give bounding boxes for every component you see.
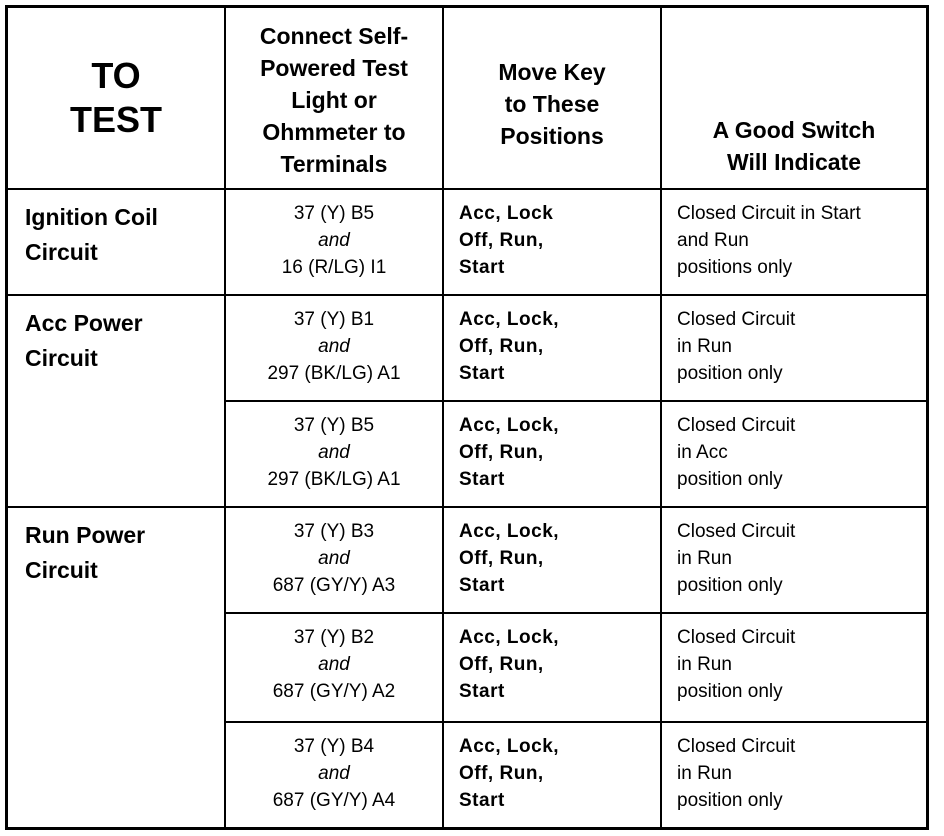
indication-line: Closed Circuit (677, 521, 796, 542)
terminal-and: and (318, 548, 350, 569)
terminal-a: 37 (Y) B1 (293, 309, 375, 330)
header-indicate-line: Will Indicate (727, 149, 861, 175)
positions-cell (444, 296, 662, 402)
header-move-key-line: Move Key (498, 59, 606, 85)
terminals-cell (226, 190, 444, 296)
indication-line: Closed Circuit (677, 627, 796, 648)
header-move-key-line: to These (504, 91, 600, 117)
terminal-b: 687 (GY/Y) A2 (272, 681, 396, 702)
switch-test-table (5, 5, 929, 830)
indication-line: Closed Circuit (677, 415, 796, 436)
position-line: Off, Run, (459, 654, 544, 675)
header-to-test-line: TEST (69, 99, 162, 140)
terminal-b: 297 (BK/LG) A1 (267, 363, 401, 384)
position-line: Acc, Lock, (459, 627, 560, 648)
indication-line: position only (677, 363, 783, 384)
terminal-and: and (318, 763, 350, 784)
terminal-b: 16 (R/LG) I1 (281, 257, 387, 278)
position-line: Acc, Lock, (459, 309, 560, 330)
position-line: Start (459, 681, 505, 702)
indication-line: position only (677, 575, 783, 596)
position-line: Start (459, 469, 505, 490)
position-line: Start (459, 790, 505, 811)
indication-cell (662, 508, 926, 614)
group-label-line: Ignition Coil (25, 204, 158, 230)
indication-cell (662, 402, 926, 508)
position-line: Off, Run, (459, 763, 544, 784)
terminal-and: and (318, 230, 350, 251)
positions-cell (444, 402, 662, 508)
terminal-a: 37 (Y) B5 (293, 415, 375, 436)
position-line: Off, Run, (459, 442, 544, 463)
terminals-cell (226, 723, 444, 827)
position-line: Start (459, 575, 505, 596)
terminals-cell (226, 296, 444, 402)
position-line: Acc, Lock, (459, 521, 560, 542)
group-label-line: Acc Power (25, 310, 143, 336)
terminal-and: and (318, 442, 350, 463)
header-connect-line: Powered Test (260, 55, 408, 81)
header-connect-line: Terminals (280, 151, 388, 177)
positions-cell (444, 723, 662, 827)
group-label-line: Circuit (25, 239, 98, 265)
indication-line: Closed Circuit in Start (677, 203, 861, 224)
header-connect-line: Light or (291, 87, 377, 113)
group-label-ignition-coil (8, 190, 226, 296)
terminals-cell (226, 402, 444, 508)
group-label-line: Circuit (25, 557, 98, 583)
positions-cell (444, 614, 662, 723)
position-line: Acc, Lock, (459, 415, 560, 436)
indication-line: position only (677, 790, 783, 811)
header-to-test-line: TO (91, 55, 141, 96)
indication-cell (662, 614, 926, 723)
header-connect-line: Connect Self- (259, 23, 409, 49)
indication-line: and Run (677, 230, 749, 251)
position-line: Acc, Lock (459, 203, 554, 224)
indication-line: Closed Circuit (677, 736, 796, 757)
indication-line: position only (677, 681, 783, 702)
group-label-run-power (8, 508, 226, 827)
terminals-cell (226, 614, 444, 723)
terminal-a: 37 (Y) B3 (293, 521, 375, 542)
position-line: Start (459, 257, 505, 278)
indication-line: Closed Circuit (677, 309, 796, 330)
positions-cell (444, 190, 662, 296)
terminal-and: and (318, 336, 350, 357)
terminal-a: 37 (Y) B2 (293, 627, 375, 648)
position-line: Acc, Lock, (459, 736, 560, 757)
header-move-key (444, 8, 662, 190)
position-line: Off, Run, (459, 230, 544, 251)
header-to-test (8, 8, 226, 190)
terminal-and: and (318, 654, 350, 675)
group-label-acc-power (8, 296, 226, 508)
indication-cell (662, 190, 926, 296)
terminals-cell (226, 508, 444, 614)
position-line: Start (459, 363, 505, 384)
indication-line: in Run (677, 654, 732, 675)
indication-line: in Run (677, 548, 732, 569)
header-move-key-line: Positions (500, 123, 604, 149)
group-label-line: Run Power (25, 522, 146, 548)
position-line: Off, Run, (459, 548, 544, 569)
terminal-b: 687 (GY/Y) A3 (272, 575, 396, 596)
indication-cell (662, 723, 926, 827)
group-label-line: Circuit (25, 345, 98, 371)
positions-cell (444, 508, 662, 614)
indication-line: positions only (677, 257, 793, 278)
header-indicate-line: A Good Switch (712, 117, 876, 143)
indication-line: in Run (677, 763, 732, 784)
position-line: Off, Run, (459, 336, 544, 357)
terminal-b: 297 (BK/LG) A1 (267, 469, 401, 490)
indication-cell (662, 296, 926, 402)
terminal-a: 37 (Y) B4 (293, 736, 375, 757)
terminal-a: 37 (Y) B5 (293, 203, 375, 224)
terminal-b: 687 (GY/Y) A4 (272, 790, 396, 811)
header-good-switch-indicates (662, 8, 926, 190)
header-connect-line: Ohmmeter to (262, 119, 406, 145)
indication-line: position only (677, 469, 783, 490)
header-connect-terminals (226, 8, 444, 190)
indication-line: in Acc (677, 442, 728, 463)
indication-line: in Run (677, 336, 732, 357)
